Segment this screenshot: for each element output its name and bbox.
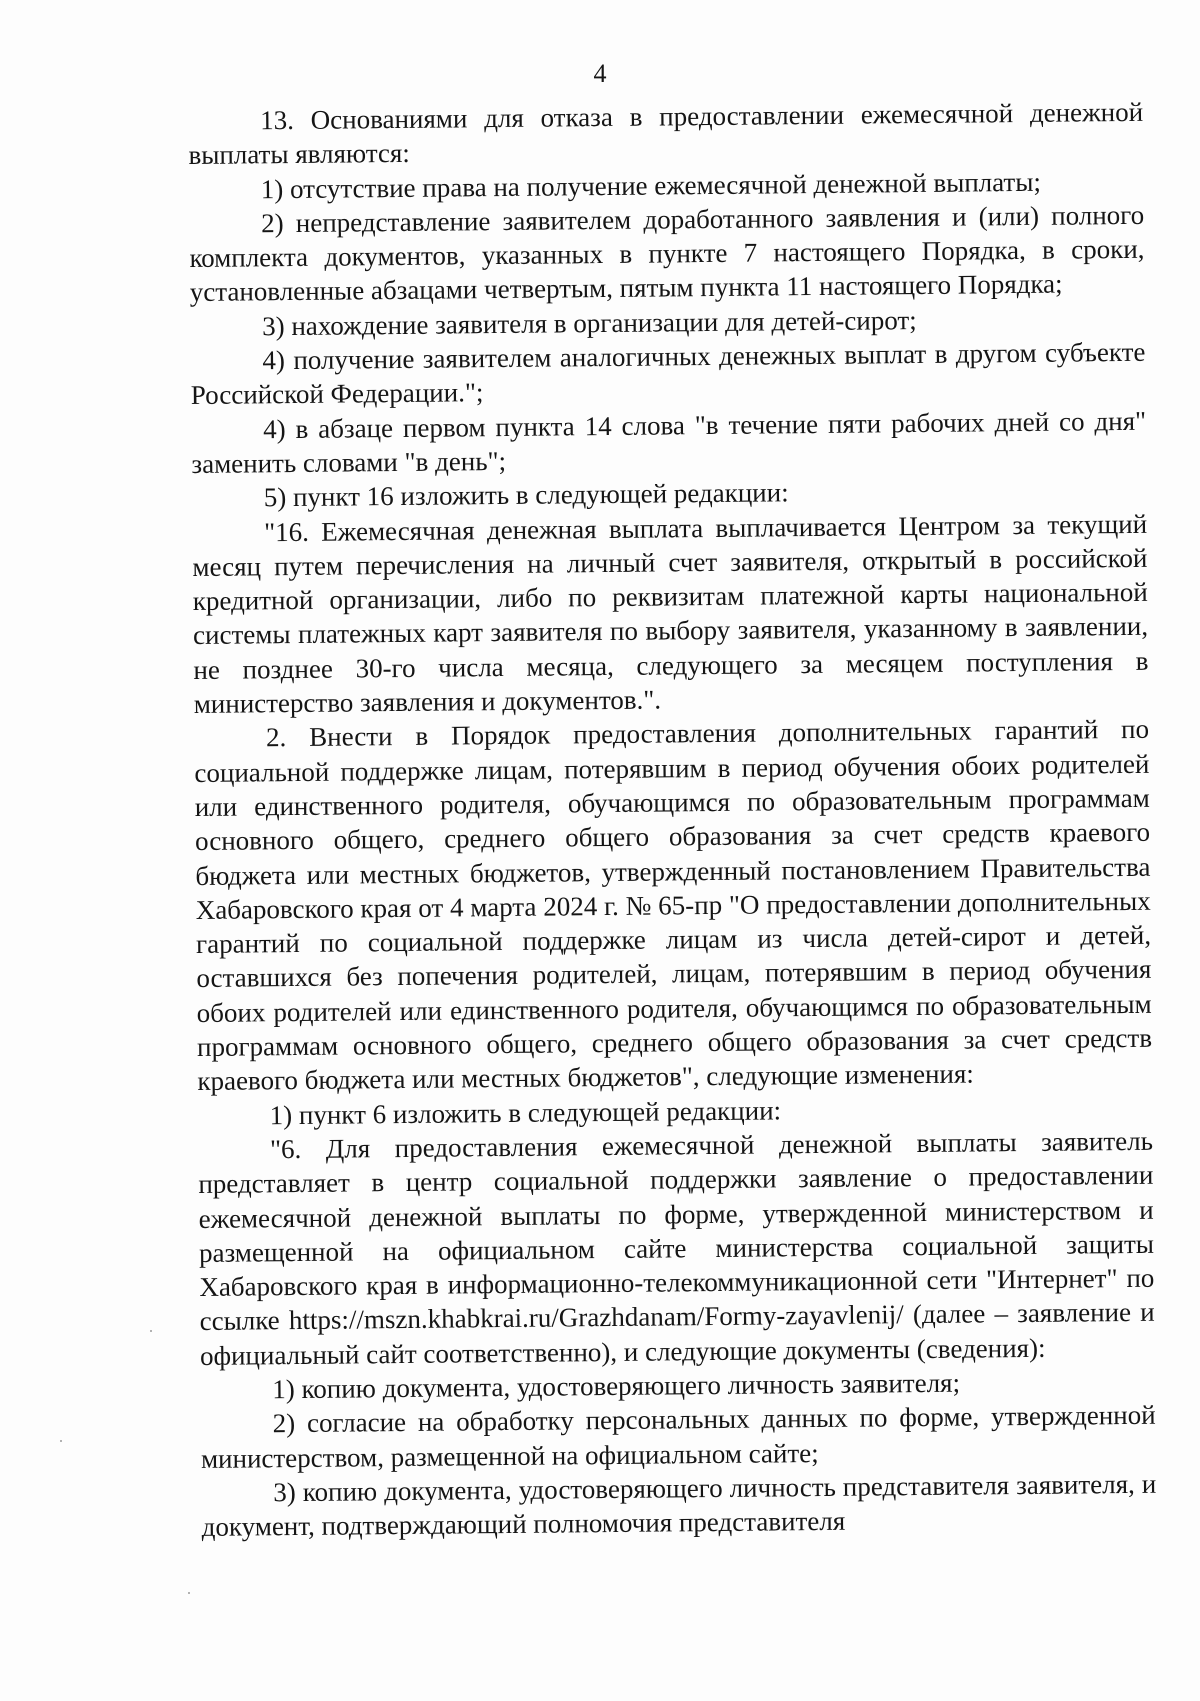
paragraph-6-text: "6. Для предоставления ежемесячной денежной выплаты заявитель представляет в центр социальной поддержки заявление о предоставлении ежемесячной денежной выплаты по форме, утвержденной министерством и размещенной на официальном сайте министерства социальной защиты Хабаровского края в информационно-телекоммуникационной сети "Интернет" по ссылке https://mszn.khabkrai.ru/Grazhdanam/Formy-zayavlenij/ (далее – заявление и официальный сайт соответственно), и следующие документы (сведения):	[198, 1125, 1155, 1371]
paragraph-13-heading: 13. Основаниями для отказа в предоставлении ежемесячной денежной выплаты являются:	[188, 96, 1144, 171]
paragraph-13-item-3: 3) нахождение заявителя в организации для детей-сирот;	[261, 304, 917, 342]
paragraph-13-item-4: 4) получение заявителем аналогичных денежных выплат в другом субъекте Российской Федерации.";	[190, 336, 1146, 411]
document-list-item-3: 3) копию документа, удостоверяющего личность представителя заявителя, и документ, подтверждающий полномочия представителя	[201, 1468, 1157, 1543]
scan-speck	[188, 1592, 190, 1594]
scan-speck	[60, 1440, 62, 1442]
section-2-intro: 2. Внести в Порядок предоставления дополнительных гарантий по социальной поддержке лицам, потерявшим в период обучения обоих родителей или единственного родителя, обучающимся по образовательным программам основного общего, среднего общего образования за счет средств краевого бюджета или местных бюджетов, утвержденный постановлением Правительства Хабаровского края от 4 марта 2024 г. № 65-пр "О предоставлении дополнительных гарантий по социальной поддержке лицам из числа детей-сирот и детей, оставшихся без попечения родителей, лицам, потерявшим в период обучения обоих родителей или единственного родителя, обучающимся по образовательным программам основного общего, среднего общего образования за счет средств краевого бюджета или местных бюджетов", следующие изменения:	[194, 714, 1153, 1097]
document-list-item-2: 2) согласие на обработку персональных данных по форме, утвержденной министерством, размещенной на официальном сайте;	[200, 1400, 1156, 1474]
document-list-item-1: 1) копию документа, удостоверяющего личность заявителя;	[272, 1367, 961, 1405]
page-number: 4	[593, 59, 607, 88]
paragraph-16-text: "16. Ежемесячная денежная выплата выплачивается Центром за текущий месяц путем перечисления на личный счет заявителя, открытый в российской кредитной организации, либо по реквизитам платежной карты национальной системы платежных карт заявителя по выбору заявителя, указанному в заявлении, не позднее 30-го числа месяца, следующего за месяцем поступления в министерство заявления и документов.".	[192, 508, 1149, 720]
amendment-item-4: 4) в абзаце первом пункта 14 слова "в течение пяти рабочих дней со дня" заменить словами "в день";	[191, 405, 1147, 479]
amendment-item-5: 5) пункт 16 изложить в следующей редакции:	[263, 477, 789, 513]
document-body	[188, 95, 1157, 1545]
scan-speck	[150, 1330, 152, 1332]
paragraph-13-item-1: 1) отсутствие права на получение ежемесячной денежной выплаты;	[260, 166, 1042, 204]
paragraph-13-item-2: 2) непредставление заявителем доработанного заявления и (или) полного комплекта документов, указанных в пункте 7 настоящего Порядка, в сроки, установленные абзацами четвертым, пятым пункта 11 настоящего Порядка;	[189, 199, 1145, 308]
section-2-item-1: 1) пункт 6 изложить в следующей редакции:	[269, 1094, 782, 1130]
